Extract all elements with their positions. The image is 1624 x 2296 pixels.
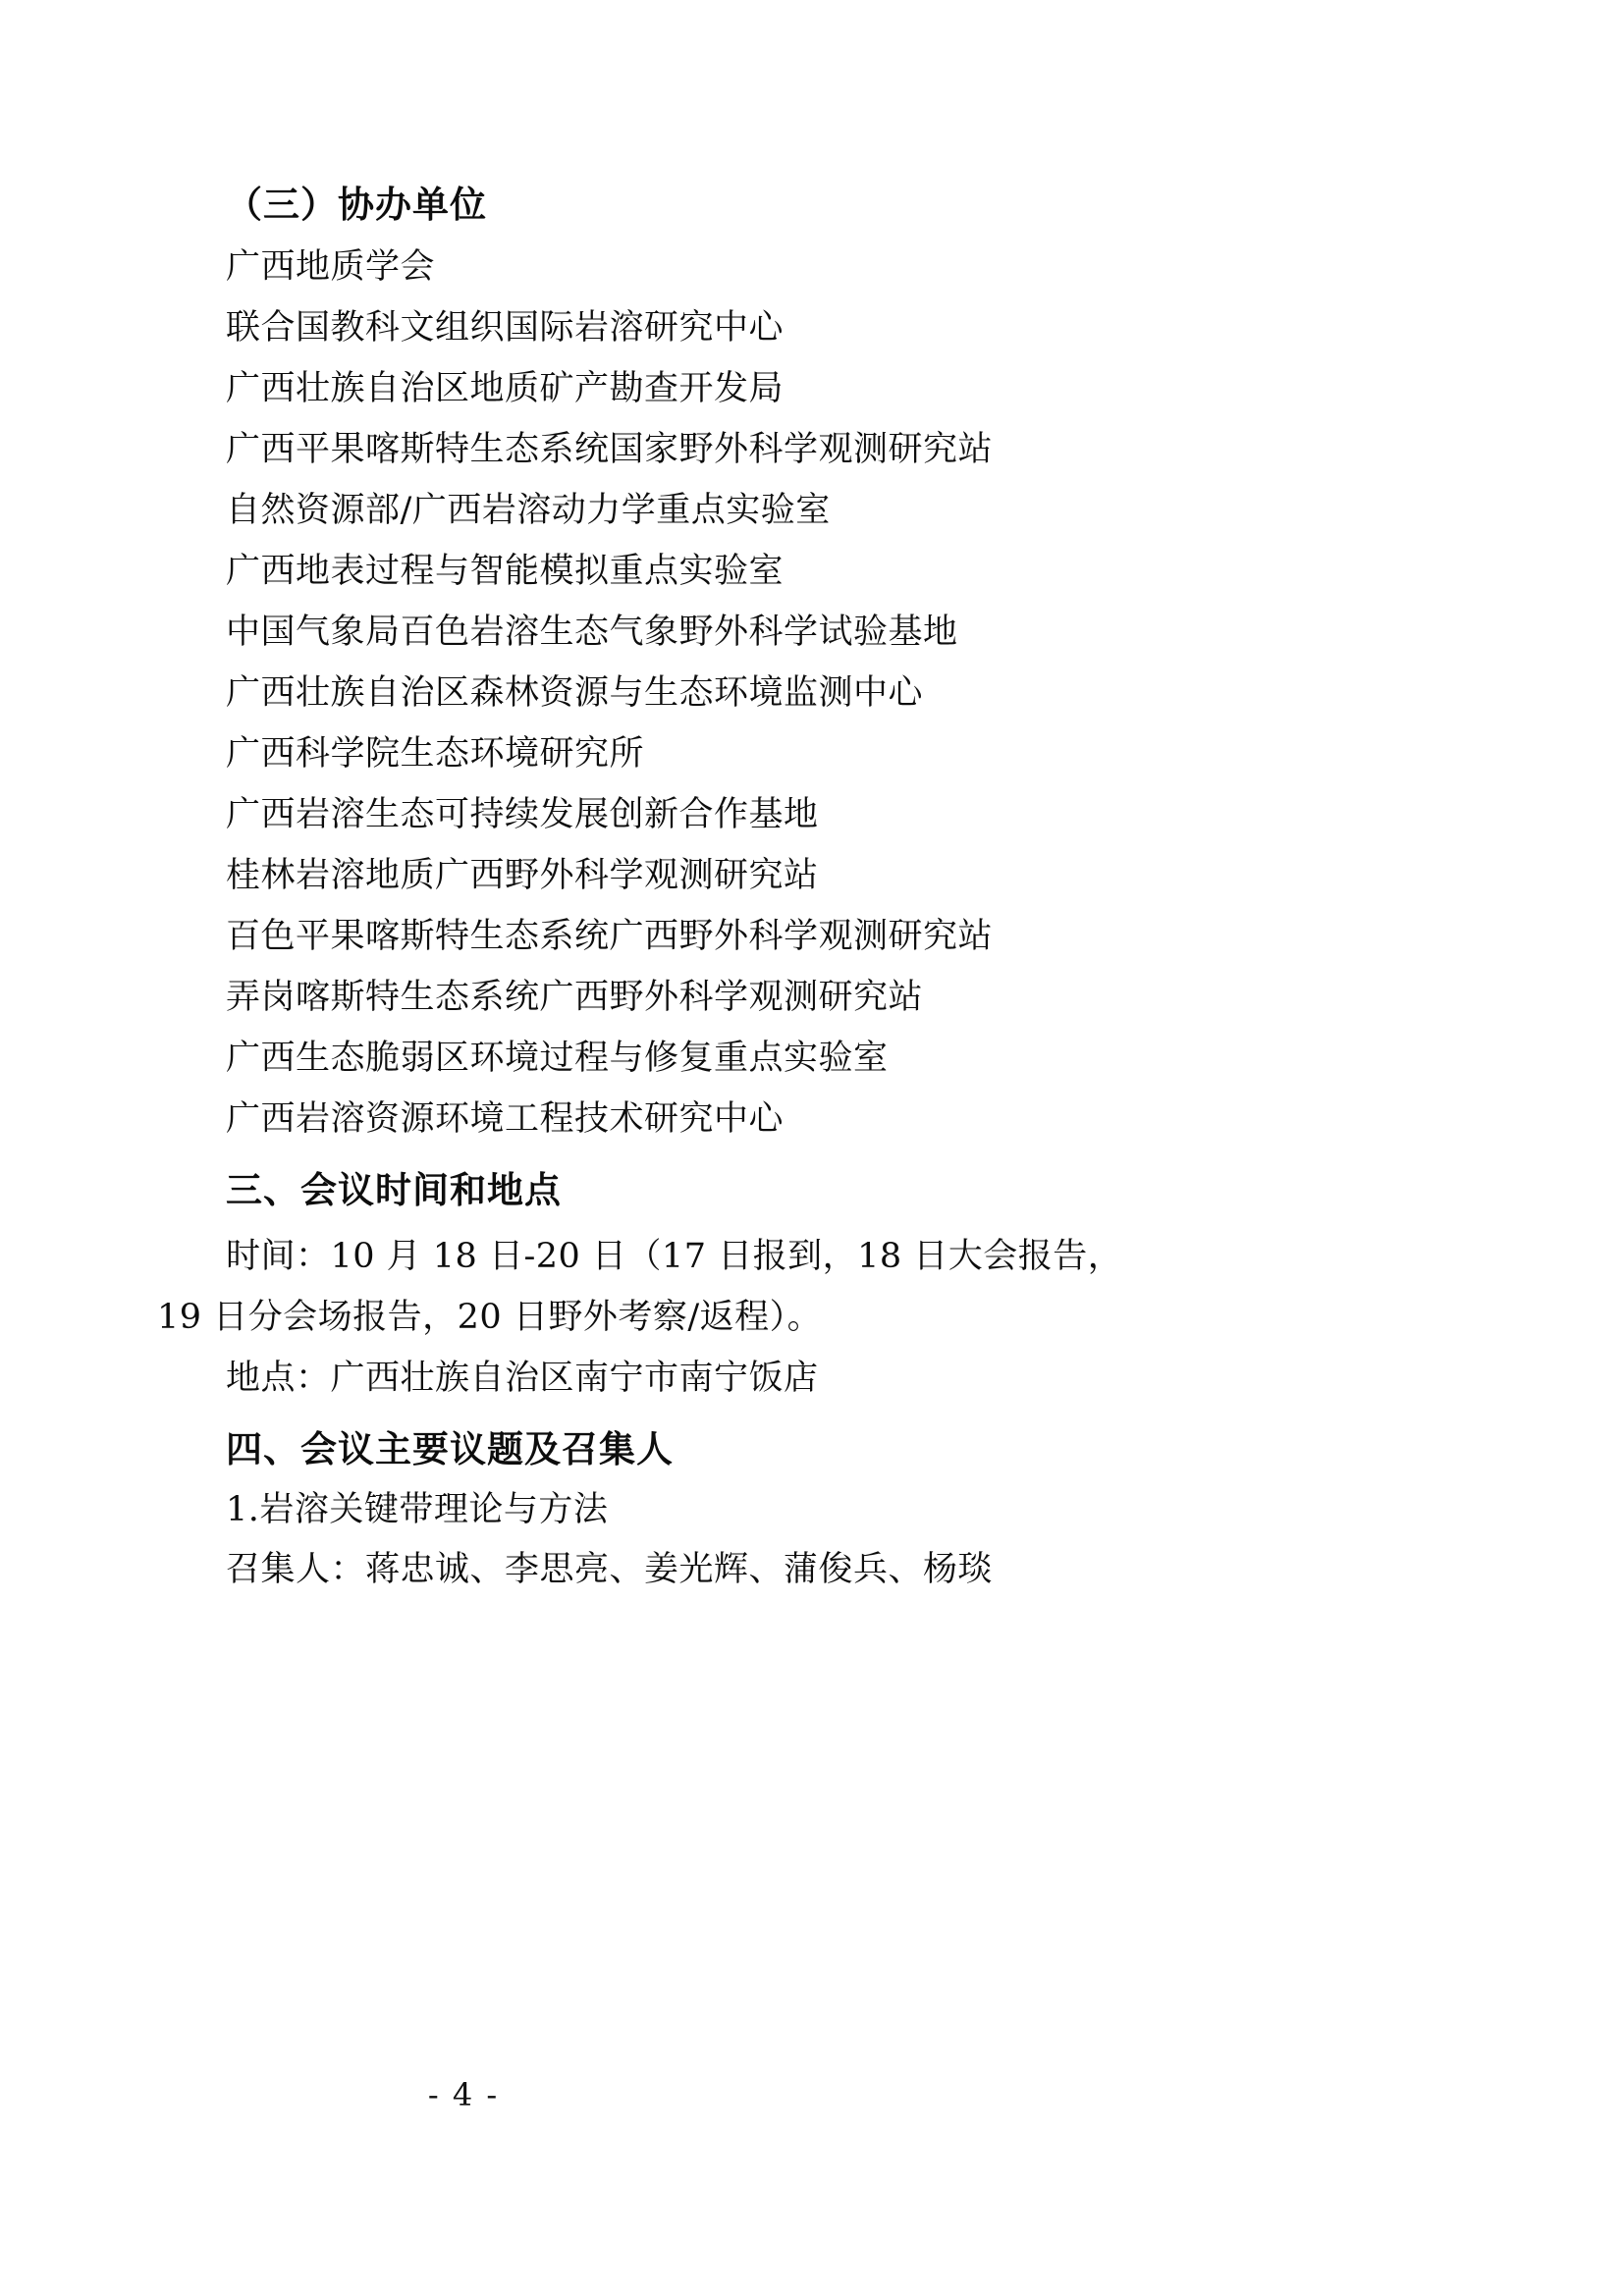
list-item: 广西生态脆弱区环境过程与修复重点实验室 (226, 1039, 889, 1078)
list-item: 广西地质学会 (226, 247, 436, 287)
list-item: 自然资源部/广西岩溶动力学重点实验室 (226, 491, 831, 530)
section-heading-co-organizers: （三）协办单位 (226, 184, 487, 226)
list-item: 广西地表过程与智能模拟重点实验室 (226, 552, 785, 591)
topic-1-conveners: 召集人：蒋忠诚、李思亮、姜光辉、蒲俊兵、杨琰 (226, 1550, 994, 1590)
list-item: 广西平果喀斯特生态系统国家野外科学观测研究站 (226, 430, 994, 469)
meeting-time-paragraph (157, 1234, 1412, 1340)
list-item: 广西岩溶生态可持续发展创新合作基地 (226, 795, 819, 834)
meeting-time-line-1: 时间：10 月 18 日-20 日（17 日报到，18 日大会报告， (226, 1237, 1123, 1276)
list-item: 中国气象局百色岩溶生态气象野外科学试验基地 (226, 613, 958, 652)
list-item: 桂林岩溶地质广西野外科学观测研究站 (226, 856, 819, 895)
list-item: 广西科学院生态环境研究所 (226, 734, 645, 774)
page-number-text: - 4 - (427, 2076, 500, 2113)
list-item: 广西岩溶资源环境工程技术研究中心 (226, 1099, 785, 1139)
co-organizer-list (224, 247, 1412, 1139)
page-number (0, 2076, 1624, 2113)
list-item: 广西壮族自治区地质矿产勘查开发局 (226, 369, 785, 408)
section-heading-topics: 四、会议主要议题及召集人 (226, 1428, 674, 1471)
list-item: 百色平果喀斯特生态系统广西野外科学观测研究站 (226, 917, 994, 956)
list-item: 联合国教科文组织国际岩溶研究中心 (226, 308, 785, 347)
section-heading-time-place: 三、会议时间和地点 (226, 1169, 562, 1211)
list-item: 广西壮族自治区森林资源与生态环境监测中心 (226, 673, 924, 713)
meeting-place-paragraph: 地点：广西壮族自治区南宁市南宁饭店 (226, 1359, 819, 1399)
page-content (157, 184, 1412, 1613)
meeting-time-line-2: 19 日分会场报告，20 日野外考察/返程）。 (157, 1298, 823, 1338)
topic-1-title: 1.岩溶关键带理论与方法 (226, 1490, 609, 1530)
list-item: 弄岗喀斯特生态系统广西野外科学观测研究站 (226, 978, 924, 1017)
